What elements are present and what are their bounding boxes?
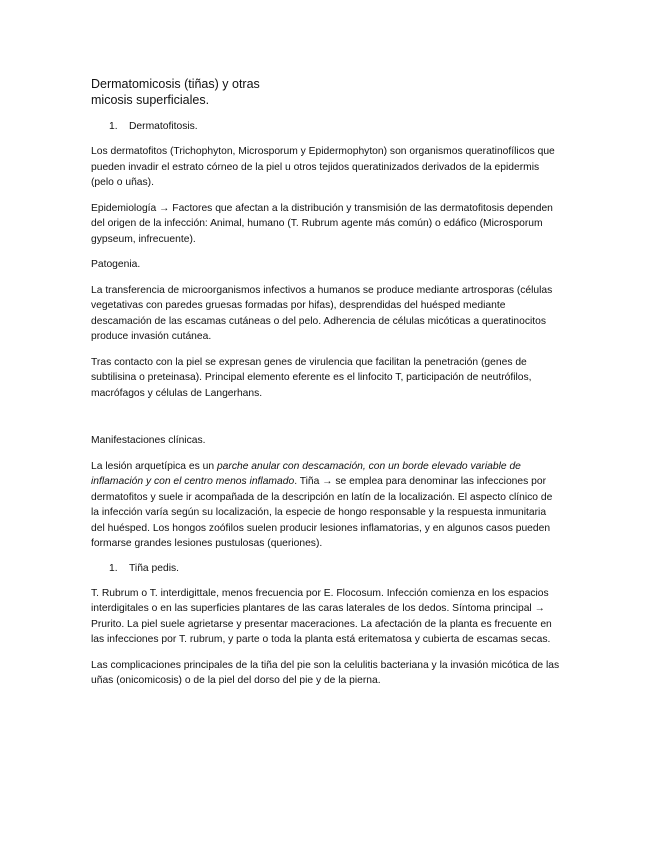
heading-manifestaciones: Manifestaciones clínicas. [91,435,206,446]
paragraph-lesion [91,459,561,552]
section-heading-dermatofitosis [91,120,561,134]
lesion-text-a: La lesión arquetípica es un [91,460,217,472]
section-heading-text: Tiña pedis. [129,562,179,574]
section-heading-tinea-pedis [91,562,561,576]
lesion-text-italic: parche anular con descamación, con un borde elevado variable de inflamación y con el centro menos inflamado [91,460,521,487]
list-number: 1. [109,121,118,132]
paragraph-complicaciones: Las complicaciones principales de la tiña del pie son la celulitis bacteriana y la invasión micótica de las uñas (onicomicosis) o de la piel del dorso del pie y de la pierna. [91,659,560,686]
title-line-2: micosis superficiales. [91,93,210,107]
document-title [91,76,561,108]
lesion-text-b: . Tiña → se emplea para denominar las infecciones por dermatofitos y suele ir acompañada de la descripción en latín de la localización. El aspecto clínico de la infección varía según su localización, la especie de hongo responsable y la respuesta inmunitaria del huésped. Los hongos zoófilos suelen producir lesiones inflamatorias, y en algunos casos pueden formarse grandes lesiones pustulosas (queriones). [91,476,553,549]
heading-patogenia: Patogenia. [91,259,141,270]
list-number: 1. [109,562,118,574]
title-line-1: Dermatomicosis (tiñas) y otras [91,77,260,91]
paragraph-transferencia: La transferencia de microorganismos infectivos a humanos se produce mediante artrosporas (células vegetativas con paredes gruesas formadas por hifas), desprendidas del huésped mediante descamación de las escamas cutáneas o del pelo. Adherencia de células micóticas a queratinocitos produce invasión cutánea. [91,284,553,342]
paragraph-epidemiologia: Epidemiología → Factores que afectan a la distribución y transmisión de las dermatofitosis dependen del origen de la infección: Animal, humano (T. Rubrum agente más común) o edáfico (Microsporum gypseum, infrecuente). [91,202,553,245]
section-heading-text: Dermatofitosis. [129,121,198,132]
paragraph-rubrum: T. Rubrum o T. interdigittale, menos frecuencia por E. Flocosum. Infección comienza en los espacios interdigitales o en las superficies plantares de las caras laterales de los dedos. Síntoma principal → Prurito. La piel suele agrietarse y presentar maceraciones. La afectación de la planta es frecuente en las infecciones por T. rubrum, y parte o toda la planta está eritematosa y cubierta de escamas secas. [91,587,552,645]
paragraph-contacto: Tras contacto con la piel se expresan genes de virulencia que facilitan la penetración (genes de subtilisina o preteinasa). Principal elemento eferente es el linfocito T, participación de neutrófilos, macrófagos y células de Langerhans. [91,356,532,399]
paragraph-dermatofitos: Los dermatofitos (Trichophyton, Microsporum y Epidermophyton) son organismos queratinofílicos que pueden invadir el estrato córneo de la piel u otros tejidos queratinizados derivados de la epidermis (pelo o uñas). [91,146,555,188]
document-content [91,76,561,689]
